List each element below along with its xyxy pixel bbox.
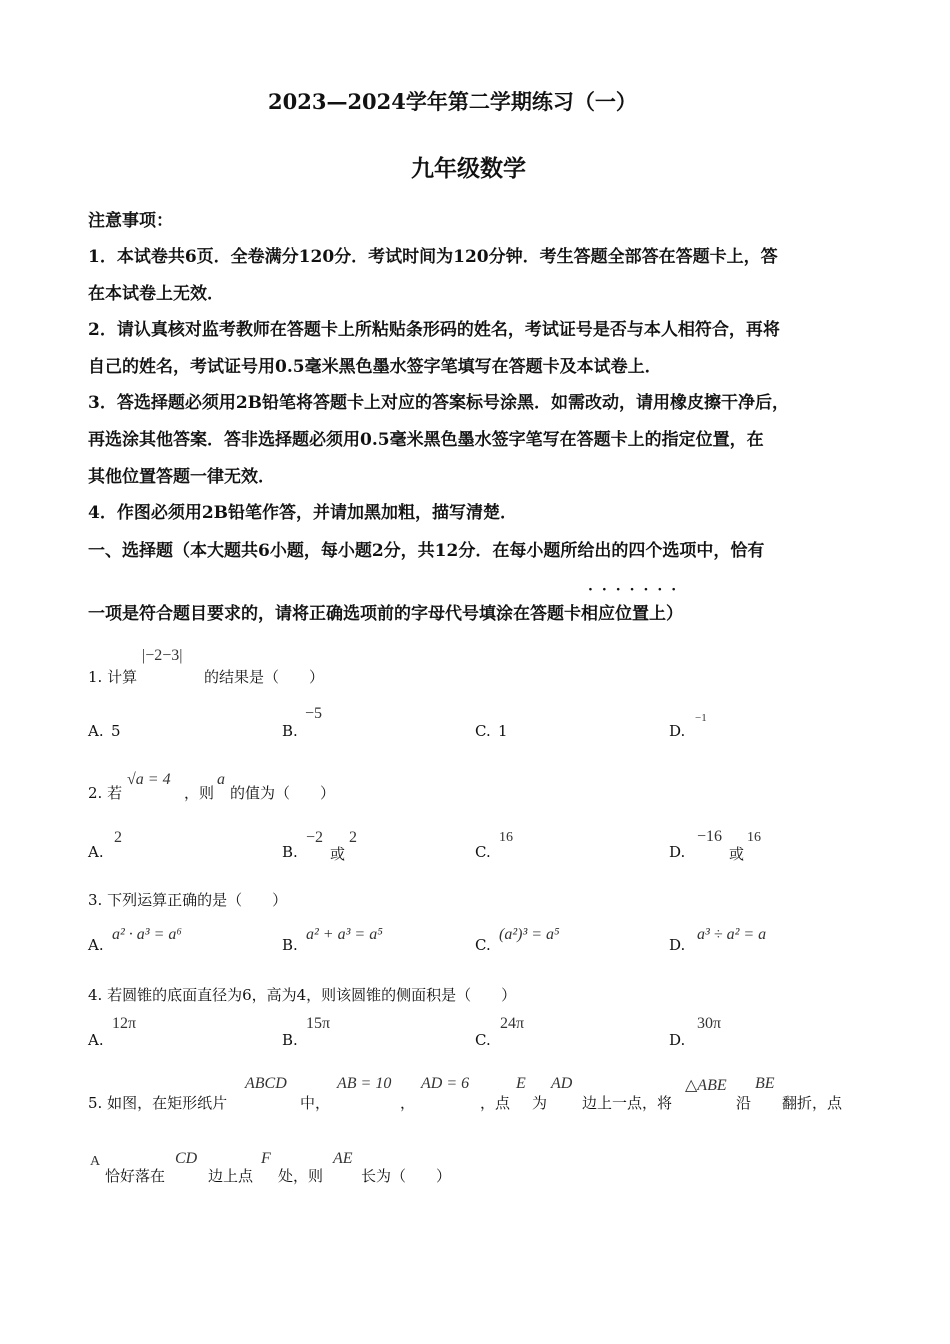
question-5-text: 恰好落在 [105, 1167, 166, 1185]
exam-title: 2023—2024学年第二学期练习（一） [268, 89, 637, 114]
emphasis-dots: ······· [588, 582, 686, 598]
question-5-text: 长为（ ） [361, 1167, 452, 1185]
notice-line: 1．本试卷共6页．全卷满分120分．考试时间为120分钟．考生答题全部答在答题卡上，答 [88, 247, 778, 267]
option-label: B. [282, 843, 298, 861]
option-value: −16 [697, 828, 723, 845]
question-5-text: 沿 [736, 1094, 752, 1112]
option-label: A. [88, 936, 104, 954]
question-5-math: AB = 10 [337, 1075, 392, 1092]
question-5-math: BE [755, 1075, 775, 1092]
option-value: a³ ÷ a² = a [697, 926, 767, 943]
question-5-text: 为 [532, 1094, 548, 1112]
option-value: (a²)³ = a⁵ [499, 926, 560, 943]
question-5-text: ， [400, 1094, 416, 1112]
option-label: D. [669, 843, 686, 861]
option-label: A. [88, 843, 104, 861]
question-5-math: △ABE [685, 1077, 727, 1094]
question-2-variable: a [217, 771, 225, 788]
question-5-text: 边上点 [208, 1167, 254, 1185]
option-label: C. [475, 722, 491, 740]
option-value: −1 [695, 712, 707, 724]
question-4-text: 4. 若圆锥的底面直径为6，高为4，则该圆锥的侧面积是（ ） [88, 986, 517, 1004]
option-value: 15π [306, 1015, 331, 1032]
notice-line: 其他位置答题一律无效． [88, 467, 275, 487]
question-1-suffix: 的结果是（ ） [204, 668, 325, 686]
notice-line: 再选涂其他答案．答非选择题必须用0.5毫米黑色墨水签字笔写在答题卡上的指定位置，在 [88, 430, 764, 450]
option-label: C. [475, 1031, 491, 1049]
question-5-text: ，点 [480, 1094, 511, 1112]
question-2-prefix: 2. 若 [88, 784, 123, 802]
option-label: C. [475, 936, 491, 954]
question-5-math: AE [333, 1150, 353, 1167]
notice-line: 在本试卷上无效． [88, 284, 224, 304]
option-value: 12π [112, 1015, 137, 1032]
option-value: 2 [349, 829, 357, 846]
question-5-math: A [90, 1154, 101, 1169]
option-value: a² · a³ = a⁶ [112, 926, 182, 943]
option-label: B. [282, 1031, 298, 1049]
question-5-math: AD = 6 [421, 1075, 470, 1092]
option-label: B. [282, 722, 298, 740]
option-label: D. [669, 722, 686, 740]
notice-heading: 注意事项： [88, 211, 173, 231]
option-value: 1 [498, 722, 508, 740]
option-label: C. [475, 843, 491, 861]
option-label: A. [88, 722, 104, 740]
option-value: −2 [306, 829, 324, 846]
question-5-text: 翻折，点 [782, 1094, 843, 1112]
question-5-text: 处，则 [278, 1167, 324, 1185]
question-5-math: F [261, 1150, 271, 1167]
option-value: −5 [305, 705, 323, 722]
option-label: A. [88, 1031, 104, 1049]
option-or: 或 [330, 845, 346, 863]
question-5-text: 中， [300, 1094, 331, 1112]
question-1-expression: |−2−3| [142, 647, 183, 664]
question-5-text: 边上一点，将 [582, 1094, 673, 1112]
option-value: a² + a³ = a⁵ [306, 926, 383, 943]
option-label: D. [669, 1031, 686, 1049]
question-2-mid: ，则 [184, 784, 215, 802]
notice-line: 3．答选择题必须用2B铅笔将答题卡上对应的答案标号涂黑．如需改动，请用橡皮擦干净后， [88, 393, 790, 413]
option-label: B. [282, 936, 298, 954]
question-5-text: 5. 如图，在矩形纸片 [88, 1094, 228, 1112]
option-or: 或 [729, 845, 745, 863]
option-value: 16 [747, 830, 761, 845]
option-value: 24π [500, 1015, 525, 1032]
question-5-math: E [516, 1075, 526, 1092]
option-value: 16 [499, 830, 513, 845]
notice-line: 2．请认真核对监考教师在答题卡上所粘贴条形码的姓名，考试证号是否与本人相符合，再将 [88, 320, 780, 340]
option-value: 30π [697, 1015, 722, 1032]
question-2-suffix: 的值为（ ） [230, 784, 336, 802]
notice-line: 4．作图必须用2B铅笔作答，并请加黑加粗，描写清楚． [88, 503, 518, 523]
option-value: 2 [114, 829, 122, 846]
option-value: 5 [111, 722, 121, 740]
section-heading: 一、选择题（本大题共6小题，每小题2分，共12分．在每小题所给出的四个选项中，恰有 [88, 541, 765, 561]
question-3-text: 3. 下列运算正确的是（ ） [88, 891, 288, 909]
exam-subtitle: 九年级数学 [411, 155, 526, 182]
question-5-math: ABCD [245, 1075, 287, 1092]
notice-line: 自己的姓名，考试证号用0.5毫米黑色墨水签字笔填写在答题卡及本试卷上． [88, 357, 662, 377]
section-instruction: 一项是符合题目要求的，请将正确选项前的字母代号填涂在答题卡相应位置上） [88, 604, 683, 624]
question-2-expression: √a = 4 [127, 771, 171, 788]
option-label: D. [669, 936, 686, 954]
question-5-math: AD [551, 1075, 573, 1092]
question-5-math: CD [175, 1150, 198, 1167]
question-1-prefix: 1. 计算 [88, 668, 138, 686]
